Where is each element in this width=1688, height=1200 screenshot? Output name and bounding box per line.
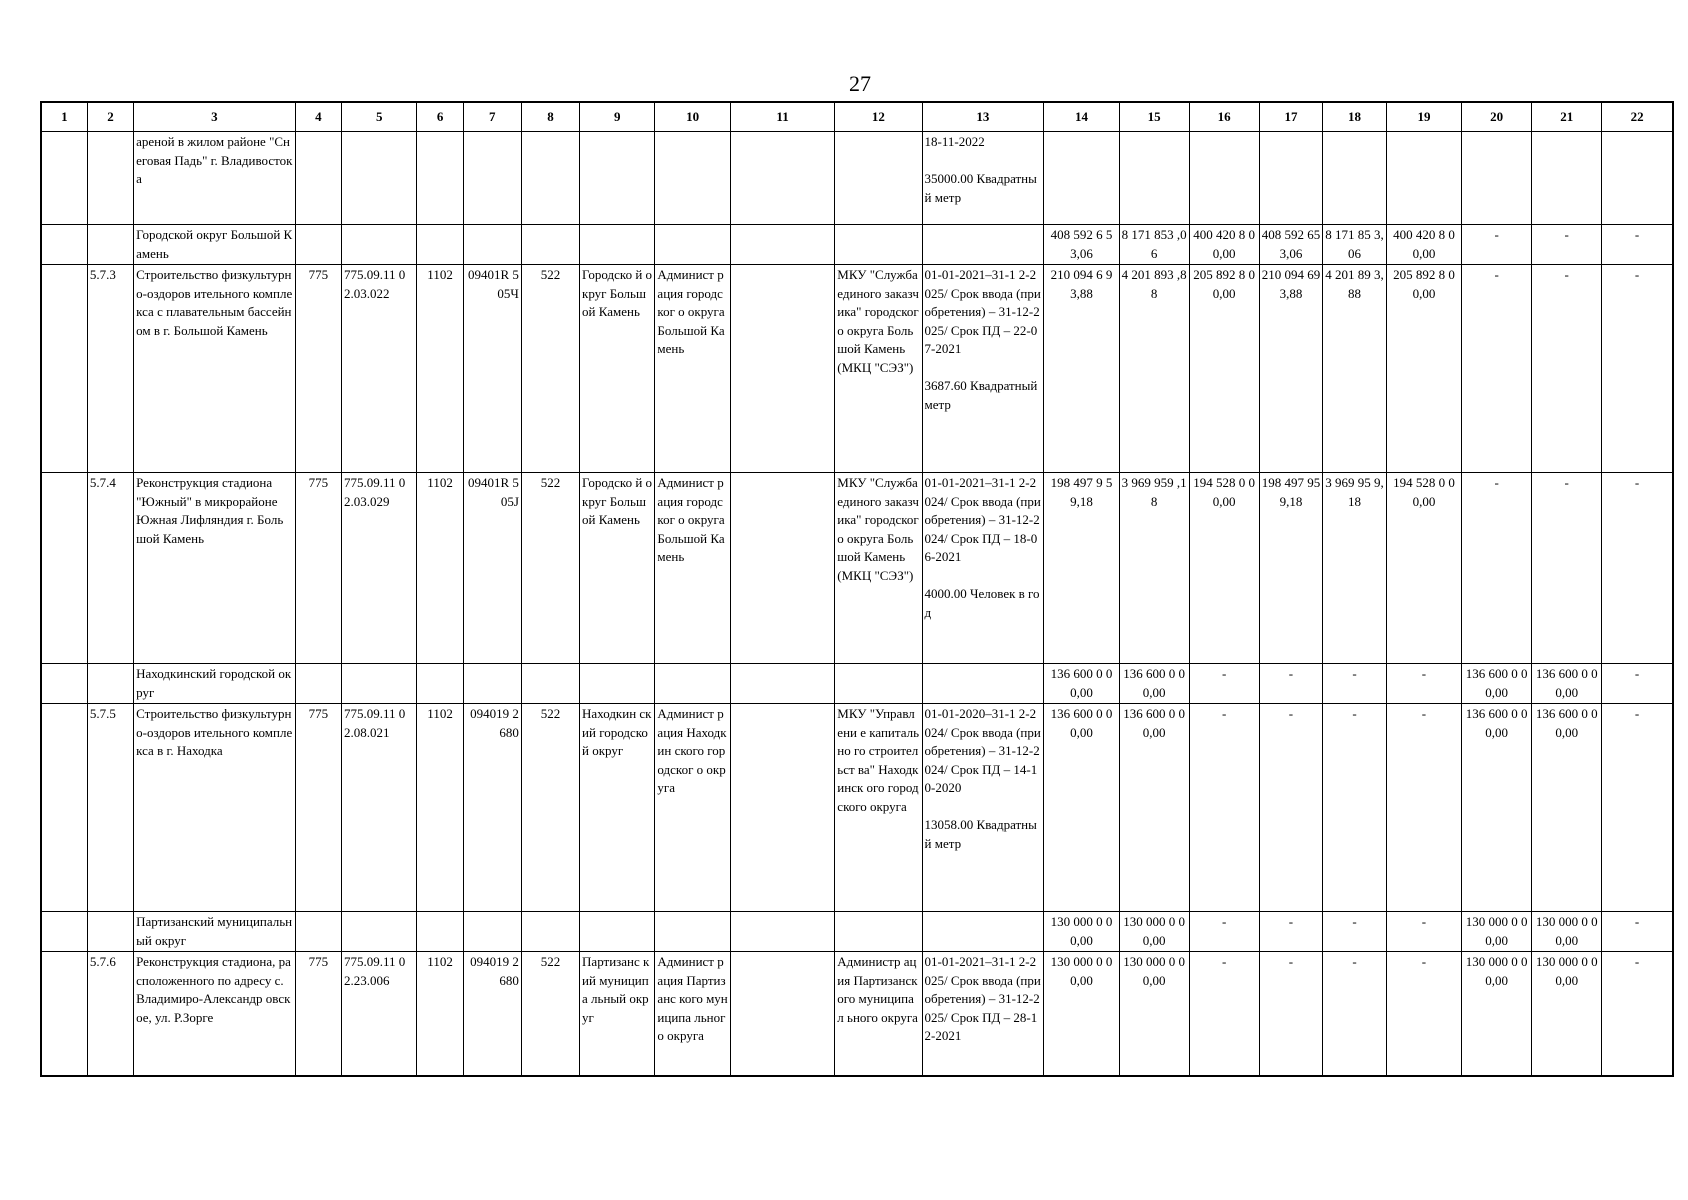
table-cell: 194 528 0 00,00: [1386, 473, 1461, 664]
table-cell: Партизанский муниципальный округ: [134, 912, 296, 952]
table-cell: [295, 912, 341, 952]
col-header: 16: [1189, 102, 1259, 132]
table-cell: Админист рация Находкин ского городског о округа: [655, 704, 730, 912]
table-cell: МКУ "Служба единого заказчика" городского округа Большой Камень (МКЦ "СЭЗ"): [835, 473, 922, 664]
table-cell: [730, 912, 834, 952]
table-cell: [41, 664, 87, 704]
table-cell: 194 528 0 00,00: [1189, 473, 1259, 664]
table-cell: Реконструкция стадиона "Южный" в микрорайоне Южная Лифляндия г. Большой Камень: [134, 473, 296, 664]
table-cell: Городско й округ Большой Камень: [580, 473, 655, 664]
table-cell: 130 000 0 00,00: [1119, 912, 1189, 952]
page-number: 27: [849, 71, 871, 96]
table-cell: [41, 912, 87, 952]
table-cell: -: [1532, 473, 1602, 664]
table-cell: [580, 132, 655, 225]
table-cell: -: [1259, 952, 1323, 1076]
table-cell: [41, 265, 87, 473]
table-cell: [835, 664, 922, 704]
table-cell: [730, 225, 834, 265]
table-cell: 3 969 95 9,18: [1323, 473, 1387, 664]
table-cell: [41, 704, 87, 912]
table-cell: -: [1462, 265, 1532, 473]
table-cell: [1532, 132, 1602, 225]
col-header: 4: [295, 102, 341, 132]
table-cell: -: [1602, 912, 1673, 952]
table-cell: 8 171 85 3,06: [1323, 225, 1387, 265]
table-cell: [1602, 132, 1673, 225]
table-cell: [342, 225, 417, 265]
table-cell: [1119, 132, 1189, 225]
table-cell: [1259, 132, 1323, 225]
col-header: 17: [1259, 102, 1323, 132]
table-cell: [521, 664, 579, 704]
data-table: [40, 101, 1674, 1077]
table-cell: [521, 912, 579, 952]
col-header: 13: [922, 102, 1044, 132]
col-header: 9: [580, 102, 655, 132]
table-cell: [1462, 132, 1532, 225]
table-cell: [41, 132, 87, 225]
col-header: 6: [417, 102, 463, 132]
table-cell: [463, 225, 521, 265]
table-cell: [463, 132, 521, 225]
table-cell: 5.7.6: [87, 952, 133, 1076]
col-header: 7: [463, 102, 521, 132]
table-cell: [580, 225, 655, 265]
table-row: [41, 664, 1673, 704]
table-cell: -: [1386, 952, 1461, 1076]
table-cell: -: [1386, 704, 1461, 912]
table-cell: -: [1602, 952, 1673, 1076]
table-cell: Реконструкция стадиона, расположенного по адресу с. Владимиро-Александр овское, ул. Р.Зорге: [134, 952, 296, 1076]
table-cell: 4 201 893 ,88: [1119, 265, 1189, 473]
table-cell: 408 592 653,06: [1259, 225, 1323, 265]
table-cell: МКУ "Управлени е капитально го строительст ва" Находкинск ого городского округа: [835, 704, 922, 912]
table-cell: -: [1462, 225, 1532, 265]
table-cell: [417, 132, 463, 225]
table-cell: [922, 225, 1044, 265]
table-cell: 775.09.11 02.03.022: [342, 265, 417, 473]
table-cell: ареной в жилом районе "Снеговая Падь" г. Владивостока: [134, 132, 296, 225]
table-cell: 8 171 853 ,06: [1119, 225, 1189, 265]
table-cell: 136 600 0 00,00: [1462, 664, 1532, 704]
table-cell: 136 600 0 00,00: [1119, 664, 1189, 704]
table-cell: [922, 664, 1044, 704]
table-cell: 136 600 0 00,00: [1462, 704, 1532, 912]
table-cell: -: [1532, 225, 1602, 265]
table-cell: [580, 664, 655, 704]
table-cell: [87, 132, 133, 225]
table-cell: Администр ация Партизанск ого муниципал ьного округа: [835, 952, 922, 1076]
table-cell: -: [1602, 704, 1673, 912]
table-cell: [730, 132, 834, 225]
table-cell: [295, 132, 341, 225]
table-cell: [730, 664, 834, 704]
col-header: 19: [1386, 102, 1461, 132]
table-cell: [730, 473, 834, 664]
table-cell: Строительство физкультурно-оздоров ительного комплекса с плавательным бассейном в г. Большой Камень: [134, 265, 296, 473]
table-cell: [580, 912, 655, 952]
table-cell: 775.09.11 02.23.006: [342, 952, 417, 1076]
table-cell: [521, 225, 579, 265]
table-cell: Находкинский городской округ: [134, 664, 296, 704]
table-cell: 210 094 6 93,88: [1044, 265, 1119, 473]
table-cell: [655, 132, 730, 225]
table-cell: 522: [521, 265, 579, 473]
table-cell: 198 497 9 59,18: [1044, 473, 1119, 664]
table-cell: Админист рация Партизанс кого муниципа льного округа: [655, 952, 730, 1076]
table-cell: 1102: [417, 952, 463, 1076]
table-cell: -: [1602, 473, 1673, 664]
table-cell: [655, 664, 730, 704]
table-cell: -: [1602, 265, 1673, 473]
table-cell: [41, 952, 87, 1076]
table-row: [41, 225, 1673, 265]
table-cell: [417, 912, 463, 952]
table-cell: 210 094 693,88: [1259, 265, 1323, 473]
table-cell: -: [1259, 664, 1323, 704]
table-cell: [1323, 132, 1387, 225]
col-header: 5: [342, 102, 417, 132]
table-cell: [417, 225, 463, 265]
col-header: 14: [1044, 102, 1119, 132]
table-cell: [295, 664, 341, 704]
table-cell: 136 600 0 00,00: [1044, 704, 1119, 912]
table-cell: 205 892 8 00,00: [1386, 265, 1461, 473]
table-cell: [655, 912, 730, 952]
table-cell: 5.7.3: [87, 265, 133, 473]
table-cell: -: [1323, 912, 1387, 952]
table-cell: -: [1189, 664, 1259, 704]
table-cell: Городско й округ Большой Камень: [580, 265, 655, 473]
col-header: 20: [1462, 102, 1532, 132]
table-cell: 408 592 6 53,06: [1044, 225, 1119, 265]
table-cell: Админист рация городског о округа Большой Камень: [655, 473, 730, 664]
table-cell: 522: [521, 473, 579, 664]
table-cell: 400 420 8 00,00: [1189, 225, 1259, 265]
table-cell: 775.09.11 02.08.021: [342, 704, 417, 912]
table-cell: [87, 664, 133, 704]
table-cell: [463, 664, 521, 704]
table-cell: [87, 225, 133, 265]
table-cell: [730, 265, 834, 473]
table-cell: -: [1386, 664, 1461, 704]
col-header: 3: [134, 102, 296, 132]
table-cell: 01-01-2020–31-1 2-2024/ Срок ввода (приобретения) – 31-12-2024/ Срок ПД – 14-10-2020 13058.00 Квадратный метр: [922, 704, 1044, 912]
table-cell: 1102: [417, 704, 463, 912]
table-row: [41, 132, 1673, 225]
table-cell: -: [1189, 704, 1259, 912]
col-header: 15: [1119, 102, 1189, 132]
header-row: [41, 102, 1673, 132]
table-cell: 094019 2680: [463, 704, 521, 912]
table-cell: 136 600 0 00,00: [1532, 664, 1602, 704]
col-header: 1: [41, 102, 87, 132]
table-cell: 775: [295, 952, 341, 1076]
table-cell: 3 969 959 ,18: [1119, 473, 1189, 664]
table-cell: [41, 225, 87, 265]
table-cell: 775: [295, 473, 341, 664]
table-cell: 198 497 959,18: [1259, 473, 1323, 664]
col-header: 10: [655, 102, 730, 132]
table-cell: -: [1602, 664, 1673, 704]
table-row: [41, 473, 1673, 664]
table-cell: 130 000 0 00,00: [1462, 952, 1532, 1076]
table-cell: -: [1189, 952, 1259, 1076]
table-cell: -: [1323, 704, 1387, 912]
table-cell: 130 000 0 00,00: [1462, 912, 1532, 952]
table-row: [41, 952, 1673, 1076]
col-header: 12: [835, 102, 922, 132]
table-cell: 01-01-2021–31-1 2-2025/ Срок ввода (приобретения) – 31-12-2025/ Срок ПД – 22-07-2021 3687.60 Квадратный метр: [922, 265, 1044, 473]
table-cell: 1102: [417, 265, 463, 473]
table-cell: [730, 704, 834, 912]
table-cell: 136 600 0 00,00: [1119, 704, 1189, 912]
table-cell: [342, 132, 417, 225]
table-cell: Находкин ский городской округ: [580, 704, 655, 912]
table-cell: 4 201 89 3,88: [1323, 265, 1387, 473]
table-cell: -: [1532, 265, 1602, 473]
table-row: [41, 912, 1673, 952]
table-cell: 130 000 0 00,00: [1044, 952, 1119, 1076]
table-cell: [835, 225, 922, 265]
table-cell: 09401R 505J: [463, 473, 521, 664]
table-cell: 130 000 0 00,00: [1119, 952, 1189, 1076]
col-header: 8: [521, 102, 579, 132]
table-cell: -: [1462, 473, 1532, 664]
table-cell: [1044, 132, 1119, 225]
table-cell: [417, 664, 463, 704]
table-cell: [835, 912, 922, 952]
table-cell: -: [1259, 704, 1323, 912]
table-cell: 094019 2680: [463, 952, 521, 1076]
table-cell: -: [1323, 664, 1387, 704]
table-cell: [655, 225, 730, 265]
table-cell: [835, 132, 922, 225]
table-cell: 400 420 8 00,00: [1386, 225, 1461, 265]
table-cell: [922, 912, 1044, 952]
col-header: 21: [1532, 102, 1602, 132]
table-cell: 01-01-2021–31-1 2-2025/ Срок ввода (приобретения) – 31-12-2025/ Срок ПД – 28-12-2021: [922, 952, 1044, 1076]
table-cell: 205 892 8 00,00: [1189, 265, 1259, 473]
table-cell: 136 600 0 00,00: [1044, 664, 1119, 704]
table-cell: Админист рация городског о округа Большой Камень: [655, 265, 730, 473]
table-cell: 130 000 0 00,00: [1044, 912, 1119, 952]
table-cell: [295, 225, 341, 265]
table-cell: [1189, 132, 1259, 225]
table-cell: -: [1259, 912, 1323, 952]
table-cell: -: [1323, 952, 1387, 1076]
table-cell: МКУ "Служба единого заказчика" городского округа Большой Камень (МКЦ "СЭЗ"): [835, 265, 922, 473]
table-cell: [730, 952, 834, 1076]
table-cell: 5.7.4: [87, 473, 133, 664]
table-cell: 1102: [417, 473, 463, 664]
table-cell: 522: [521, 952, 579, 1076]
table-cell: [87, 912, 133, 952]
table-cell: 775: [295, 704, 341, 912]
table-cell: [342, 664, 417, 704]
table-cell: 18-11-2022 35000.00 Квадратный метр: [922, 132, 1044, 225]
table-cell: 775.09.11 02.03.029: [342, 473, 417, 664]
table-cell: [521, 132, 579, 225]
table-cell: 5.7.5: [87, 704, 133, 912]
table-cell: 01-01-2021–31-1 2-2024/ Срок ввода (приобретения) – 31-12-2024/ Срок ПД – 18-06-2021 4000.00 Человек в год: [922, 473, 1044, 664]
table-cell: 775: [295, 265, 341, 473]
table-cell: -: [1189, 912, 1259, 952]
table-cell: 130 000 0 00,00: [1532, 912, 1602, 952]
col-header: 22: [1602, 102, 1673, 132]
col-header: 11: [730, 102, 834, 132]
table-cell: -: [1602, 225, 1673, 265]
table-cell: 136 600 0 00,00: [1532, 704, 1602, 912]
table-cell: [41, 473, 87, 664]
table-cell: [1386, 132, 1461, 225]
table-cell: Партизанс кий муниципа льный округ: [580, 952, 655, 1076]
table-cell: [463, 912, 521, 952]
table-cell: 522: [521, 704, 579, 912]
table-cell: Городской округ Большой Камень: [134, 225, 296, 265]
table-cell: 130 000 0 00,00: [1532, 952, 1602, 1076]
col-header: 18: [1323, 102, 1387, 132]
col-header: 2: [87, 102, 133, 132]
table-cell: 09401R 505Ч: [463, 265, 521, 473]
table-row: [41, 704, 1673, 912]
table-row: [41, 265, 1673, 473]
table-cell: -: [1386, 912, 1461, 952]
table-cell: Строительство физкультурно-оздоров ительного комплекса в г. Находка: [134, 704, 296, 912]
table-cell: [342, 912, 417, 952]
